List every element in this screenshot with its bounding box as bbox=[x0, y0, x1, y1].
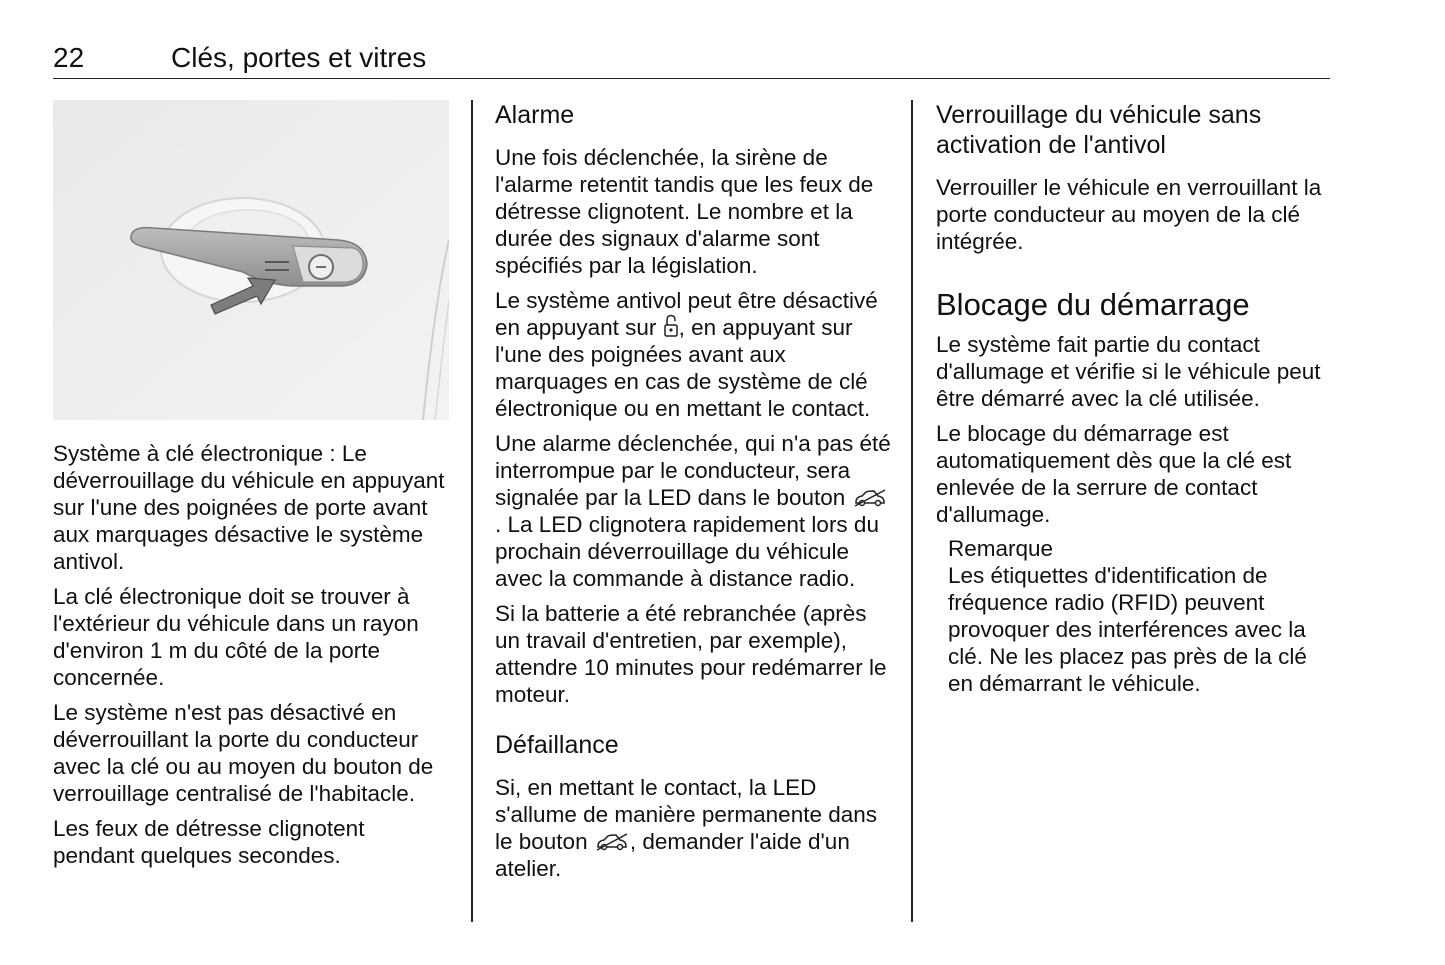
chapter-title: Clés, portes et vitres bbox=[171, 42, 427, 73]
key-range-paragraph: La clé électronique doit se trouver à l'extérieur du véhicule dans un rayon d'environ 1 m du côté de la porte concernée. bbox=[53, 584, 419, 690]
triggered-alarm-paragraph bbox=[495, 430, 892, 592]
triggered-text-a: Une alarme déclenchée, qui n'a pas été interrompue par le conducteur, sera signalée par la LED dans le bouton bbox=[495, 431, 891, 510]
failure-text-a: Si, en mettant le contact, la LED s'allume de manière permanente dans le bouton bbox=[495, 775, 878, 854]
right-column bbox=[936, 100, 1330, 697]
failure-text-b: , demander l'aide d'un atelier. bbox=[495, 829, 850, 881]
deactivation-text-b: , en appuyant sur l'une des poignées avant aux marquages en cas de système de clé électronique ou en mettant le contact. bbox=[495, 315, 871, 421]
keyless-paragraph: Système à clé électronique : Le déverrouillage du véhicule en appuyant sur l'une des poignées de porte avant aux marquages désactive le système antivol. bbox=[53, 441, 445, 574]
not-deactivated-paragraph: Le système n'est pas désactivé en déverrouillant la porte du conducteur avec la clé ou au moyen du bouton de verrouillage centralisé de l'habitacle. bbox=[53, 700, 434, 806]
lock-without-antitheft-heading: Verrouillage du véhicule sans activation de l'antivol bbox=[936, 101, 1262, 159]
immobilizer-paragraph-1: Le système fait partie du contact d'allumage et vérifie si le véhicule peut être démarré avec la clé utilisée. bbox=[936, 332, 1321, 411]
note-text: Les étiquettes d'identification de fréquence radio (RFID) peuvent provoquer des interférences avec la clé. Ne les placez pas près de la clé en démarrant le véhicule. bbox=[948, 563, 1307, 696]
car-alarm-icon bbox=[852, 488, 888, 508]
failure-heading: Défaillance bbox=[495, 731, 619, 759]
immobilizer-paragraph-2: Le blocage du démarrage est automatiquement dès que la clé est enlevée de la serrure de contact d'allumage. bbox=[936, 421, 1292, 527]
battery-paragraph: Si la batterie a été rebranchée (après un travail d'entretien, par exemple), attendre 10 minutes pour redémarrer le moteur. bbox=[495, 601, 887, 707]
page-header bbox=[53, 40, 1330, 79]
left-column bbox=[53, 100, 449, 877]
note-box bbox=[948, 536, 1330, 697]
triggered-text-b: . La LED clignotera rapidement lors du prochain déverrouillage du véhicule avec la commande à distance radio. bbox=[495, 512, 879, 591]
lock-without-antitheft-paragraph: Verrouiller le véhicule en verrouillant la porte conducteur au moyen de la clé intégrée. bbox=[936, 175, 1322, 254]
column-divider-right bbox=[911, 100, 913, 922]
unlock-padlock-icon bbox=[663, 314, 679, 338]
deactivation-text-a: Le système antivol peut être désactivé en appuyant sur bbox=[495, 288, 878, 340]
car-alarm-icon bbox=[594, 832, 630, 852]
page-number: 22 bbox=[53, 42, 85, 73]
failure-paragraph bbox=[495, 774, 892, 882]
middle-column bbox=[495, 100, 892, 890]
hazard-lights-paragraph: Les feux de détresse clignotent pendant quelques secondes. bbox=[53, 816, 365, 868]
alarm-paragraph: Une fois déclenchée, la sirène de l'alarme retentit tandis que les feux de détresse clignotent. Le nombre et la durée des signaux d'alarme sont spécifiés par la législation. bbox=[495, 145, 874, 278]
alarm-heading: Alarme bbox=[495, 101, 575, 129]
column-divider-left bbox=[471, 100, 473, 922]
door-handle-press-illustration bbox=[53, 100, 449, 420]
deactivation-paragraph bbox=[495, 287, 892, 422]
immobilizer-heading: Blocage du démarrage bbox=[936, 287, 1250, 322]
note-title: Remarque bbox=[948, 536, 1054, 561]
